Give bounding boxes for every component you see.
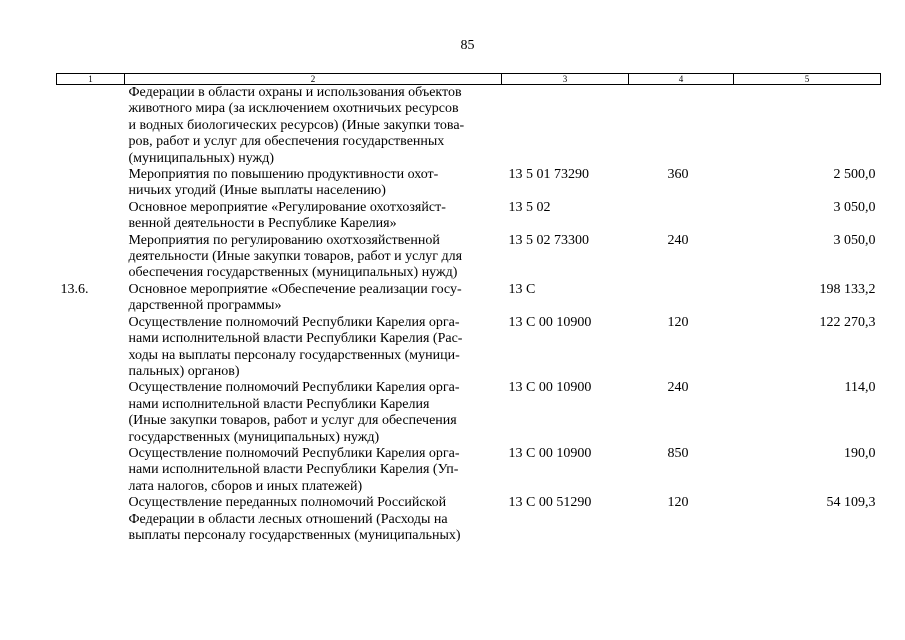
table-row	[57, 282, 881, 315]
table-row	[57, 233, 881, 282]
row-sum: 122 270,3	[819, 314, 876, 330]
row-code: 13 5 01 73290	[508, 167, 589, 183]
row-name-line: дарственной программы»	[128, 298, 282, 314]
row-sum: 190,0	[844, 445, 876, 461]
row-name	[125, 282, 502, 315]
row-number	[57, 446, 125, 495]
row-name-line: животного мира (за исключением охотничьих ресурсов	[128, 101, 459, 117]
header-col-3: 3	[502, 74, 629, 85]
row-code: 13 С 00 51290	[508, 495, 592, 511]
row-name-line: Федерации в области охраны и использования объектов	[128, 85, 462, 100]
row-expense-type: 240	[667, 380, 689, 396]
table-row	[57, 167, 881, 200]
row-name-line: венной деятельности в Республике Карелия»	[128, 216, 397, 232]
table-row	[57, 495, 881, 544]
row-number	[57, 233, 125, 282]
row-name-line: Мероприятия по повышению продуктивности охот-	[128, 167, 439, 183]
row-number	[57, 85, 125, 168]
row-expense-type	[629, 85, 734, 168]
table-row	[57, 85, 881, 168]
row-name	[125, 446, 502, 495]
row-code: 13 5 02	[508, 199, 551, 215]
row-name-line: Основное мероприятие «Обеспечение реализации госу-	[128, 281, 462, 297]
row-expense-type: 850	[667, 445, 689, 461]
row-name-line: государственных (муниципальных) нужд)	[128, 429, 380, 445]
row-name	[125, 85, 502, 168]
row-sum: 2 500,0	[833, 167, 876, 183]
row-name-line: Федерации в области лесных отношений (Расходы на	[128, 511, 448, 527]
table-body	[57, 85, 881, 545]
row-expense-type: 360	[667, 167, 689, 183]
header-row	[57, 74, 881, 85]
row-expense-type	[629, 282, 734, 315]
row-sum: 114,0	[844, 380, 876, 396]
row-name-line: Осуществление полномочий Республики Карелия орга-	[128, 445, 460, 461]
row-sum	[734, 85, 881, 168]
table-row	[57, 446, 881, 495]
row-name	[125, 167, 502, 200]
row-number	[57, 315, 125, 381]
row-code: 13 С 00 10900	[508, 314, 592, 330]
row-expense-type: 240	[667, 232, 689, 248]
header-col-1: 1	[57, 74, 125, 85]
page-number: 85	[460, 38, 475, 53]
row-sum: 3 050,0	[833, 199, 876, 215]
row-name-line: ходы на выплаты персоналу государственных (муници-	[128, 347, 460, 363]
row-name-line: Осуществление полномочий Республики Карелия орга-	[128, 380, 460, 396]
table-row	[57, 380, 881, 446]
row-number	[57, 495, 125, 544]
row-code	[502, 85, 629, 168]
row-code: 13 5 02 73300	[508, 232, 589, 248]
row-name-line: нами исполнительной власти Республики Карелия (Рас-	[128, 331, 463, 347]
row-code: 13 С 00 10900	[508, 445, 592, 461]
row-expense-type: 120	[667, 495, 689, 511]
row-name	[125, 233, 502, 282]
row-name	[125, 495, 502, 544]
row-name-line: Осуществление переданных полномочий Российской	[128, 495, 447, 511]
row-sum: 3 050,0	[833, 232, 876, 248]
row-name-line: обеспечения государственных (муниципальных) нужд)	[128, 265, 458, 281]
header-col-2: 2	[125, 74, 502, 85]
row-name-line: пальных) органов)	[128, 363, 240, 379]
row-name-line: нами исполнительной власти Республики Карелия (Уп-	[128, 462, 459, 478]
row-name	[125, 315, 502, 381]
row-name-line: Осуществление полномочий Республики Карелия орга-	[128, 314, 460, 330]
row-name-line: (муниципальных) нужд)	[128, 150, 275, 166]
row-name-line: деятельности (Иные закупки товаров, работ и услуг для	[128, 249, 463, 265]
row-name-line: (Иные закупки товаров, работ и услуг для обеспечения	[128, 413, 457, 429]
row-sum: 54 109,3	[826, 495, 876, 511]
row-number	[57, 380, 125, 446]
row-name	[125, 200, 502, 233]
row-expense-type: 120	[667, 314, 689, 330]
row-code: 13 С	[508, 281, 536, 297]
budget-table	[56, 73, 881, 544]
row-name	[125, 380, 502, 446]
row-expense-type	[629, 200, 734, 233]
row-number: 13.6.	[60, 281, 89, 297]
table-header	[57, 74, 881, 85]
row-number	[57, 167, 125, 200]
row-name-line: Основное мероприятие «Регулирование охотхозяйст-	[128, 199, 446, 215]
row-name-line: нами исполнительной власти Республики Карелия	[128, 396, 430, 412]
header-col-5: 5	[734, 74, 881, 85]
row-code: 13 С 00 10900	[508, 380, 592, 396]
table-row	[57, 315, 881, 381]
row-sum: 198 133,2	[819, 281, 876, 297]
table-row	[57, 200, 881, 233]
header-col-4: 4	[629, 74, 734, 85]
row-name-line: и водных биологических ресурсов) (Иные закупки това-	[128, 117, 465, 133]
row-name-line: выплаты персоналу государственных (муниципальных)	[128, 527, 461, 543]
row-name-line: лата налогов, сборов и иных платежей)	[128, 478, 363, 494]
row-name-line: ров, работ и услуг для обеспечения государственных	[128, 134, 445, 150]
row-name-line: Мероприятия по регулированию охотхозяйственной	[128, 232, 440, 248]
row-name-line: ничьих угодий (Иные выплаты населению)	[128, 183, 386, 199]
row-number	[57, 200, 125, 233]
